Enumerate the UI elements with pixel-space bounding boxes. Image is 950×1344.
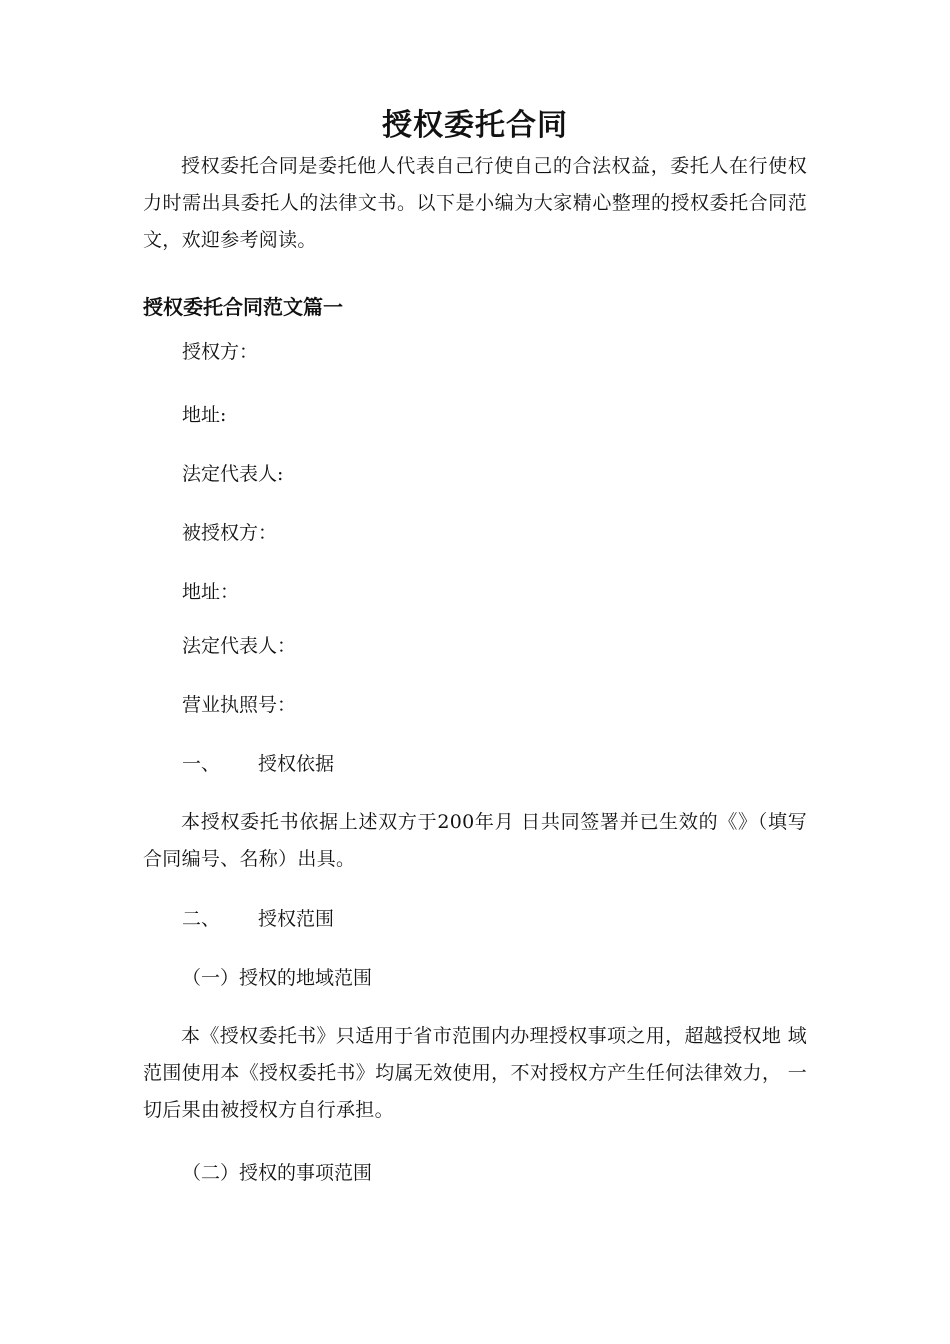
clause-2-heading — [182, 905, 334, 933]
clause-1-body: 本授权委托书依据上述双方于200年月 日共同签署并已生效的《》（填写合同编号、名称）出具。 — [143, 811, 807, 870]
clause-2-title: 授权范围 — [258, 908, 335, 930]
clause-2-number: 二、 — [182, 908, 221, 930]
document-title: 授权委托合同 — [382, 108, 568, 144]
field-grantor-address: 地址: — [182, 404, 227, 426]
subclause-1-title: （一）授权的地域范围 — [182, 967, 373, 989]
clause-1-number: 一、 — [182, 753, 221, 775]
field-grantor-legal-rep: 法定代表人: — [182, 463, 284, 485]
field-grantee-address: 地址： — [182, 581, 240, 603]
field-grantee-legal-rep: 法定代表人： — [182, 635, 297, 657]
field-license-number: 营业执照号： — [182, 694, 297, 716]
subclause-2-title: （二）授权的事项范围 — [182, 1162, 373, 1184]
section-heading: 授权委托合同范文篇一 — [143, 295, 343, 319]
clause-1-heading — [182, 750, 334, 778]
clause-1-title: 授权依据 — [258, 753, 335, 775]
intro-paragraph: 授权委托合同是委托他人代表自己行使自己的合法权益，委托人在行使权力时需出具委托人的法律文书。以下是小编为大家精心整理的授权委托合同范文，欢迎参考阅读。 — [143, 155, 807, 251]
field-grantor: 授权方： — [182, 341, 259, 363]
subclause-1-body: 本《授权委托书》只适用于省市范围内办理授权事项之用，超越授权地 域范围使用本《授权委托书》均属无效使用，不对授权方产生任何法律效力， 一切后果由被授权方自行承担。 — [143, 1025, 807, 1121]
field-grantee: 被授权方： — [182, 522, 278, 544]
